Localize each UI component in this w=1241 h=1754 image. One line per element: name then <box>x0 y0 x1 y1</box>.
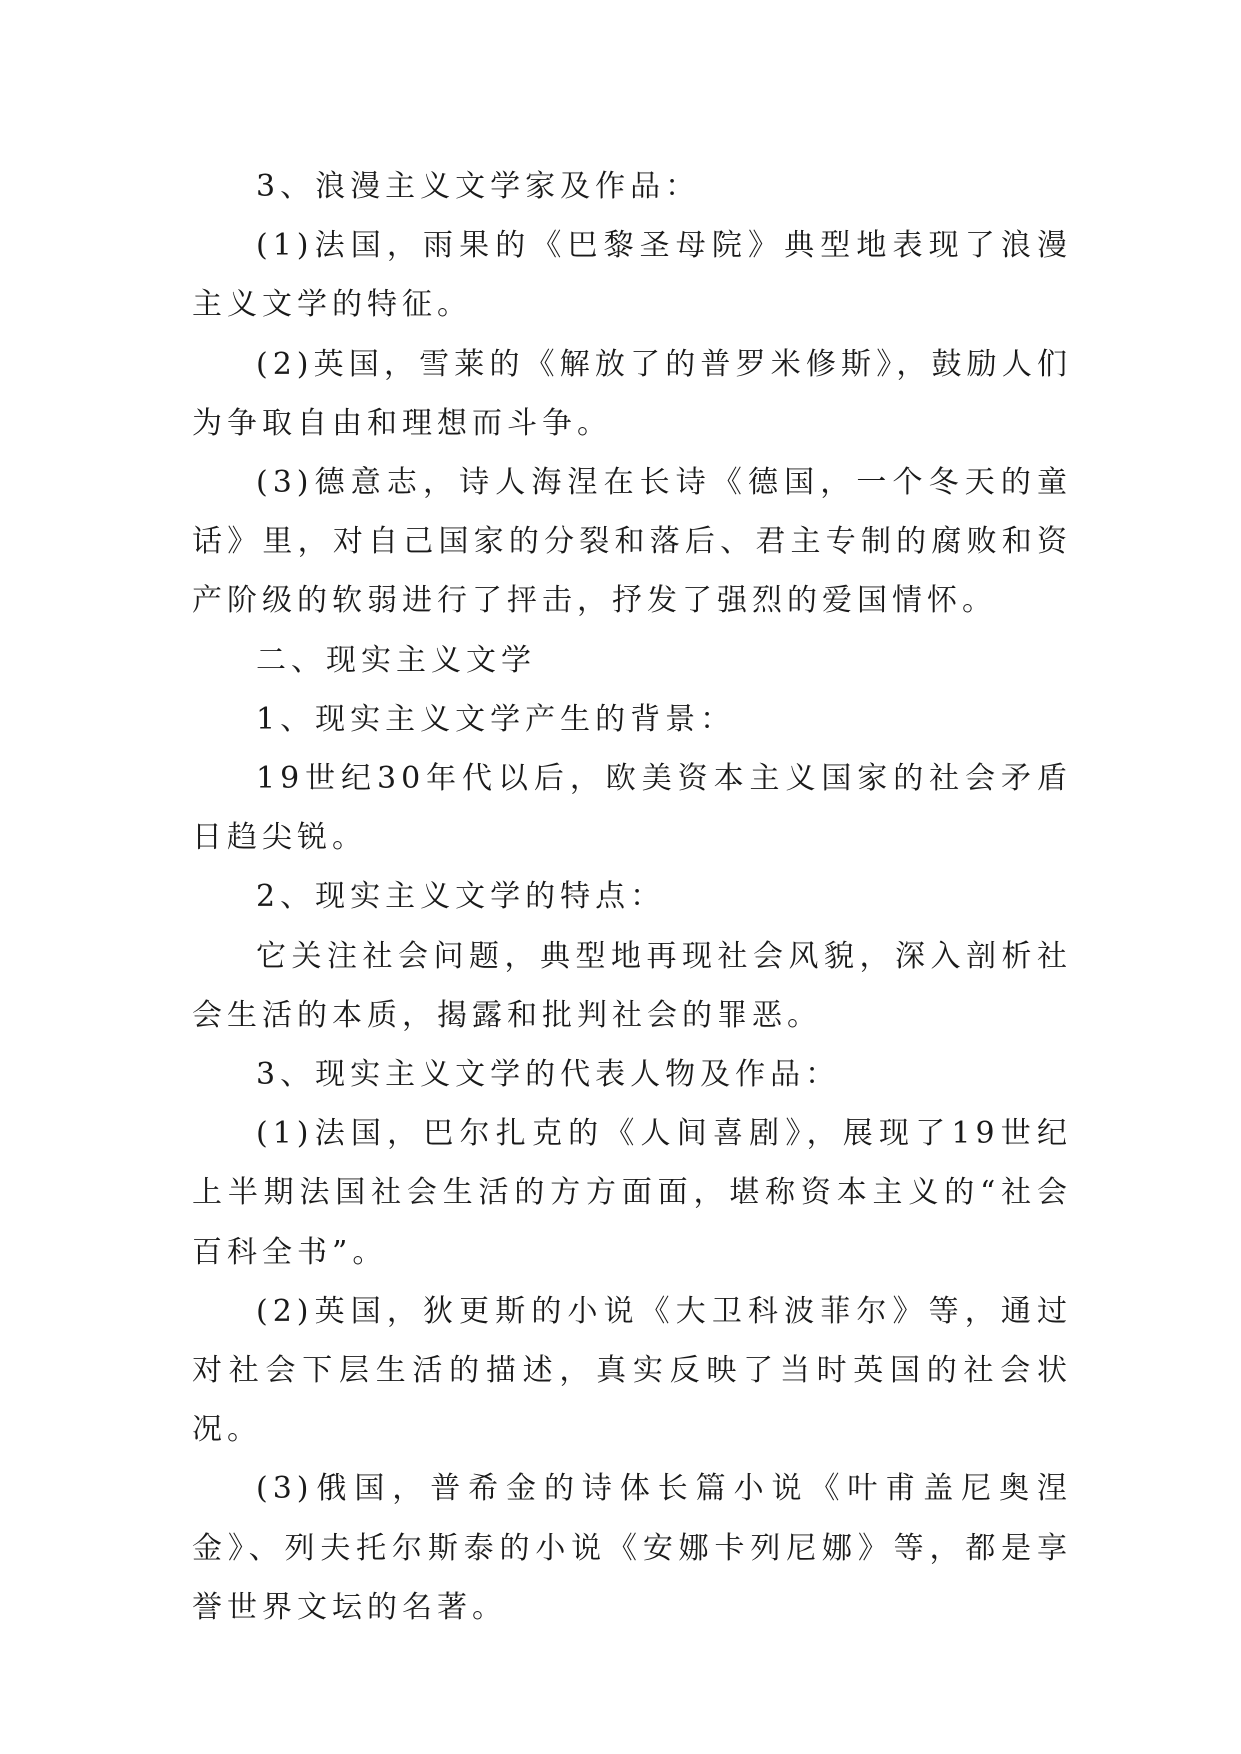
paragraph-france-hugo: (1)法国，雨果的《巴黎圣母院》典型地表现了浪漫主义文学的特征。 <box>192 228 1072 323</box>
paragraph-realism-features-heading: 2、现实主义文学的特点： <box>256 879 666 915</box>
paragraph-england-dickens: (2)英国，狄更斯的小说《大卫科波菲尔》等，通过对社会下层生活的描述，真实反映了当时英国的社会状况。 <box>192 1293 1072 1448</box>
paragraph-realism-background-heading: 1、现实主义文学产生的背景： <box>256 701 736 737</box>
paragraph-romanticism-heading: 3、浪漫主义文学家及作品： <box>256 169 701 204</box>
paragraph-germany-heine: (3)德意志，诗人海涅在长诗《德国，一个冬天的童话》里，对自己国家的分裂和落后、君主专制的腐败和资产阶级的软弱进行了抨击，抒发了强烈的爱国情怀。 <box>192 465 1072 619</box>
paragraph-realism-background: 19世纪30年代以后，欧美资本主义国家的社会矛盾日趋尖锐。 <box>192 761 1072 856</box>
document-body <box>192 157 1072 1637</box>
paragraph-england-shelley: (2)英国，雪莱的《解放了的普罗米修斯》，鼓励人们为争取自由和理想而斗争。 <box>192 346 1072 441</box>
paragraph-russia-pushkin-tolstoy: (3)俄国，普希金的诗体长篇小说《叶甫盖尼奥涅金》、列夫托尔斯泰的小说《安娜卡列尼娜》等，都是享誉世界文坛的名著。 <box>192 1471 1072 1625</box>
section-heading-realism: 二、现实主义文学 <box>256 642 536 678</box>
paragraph-realism-works-heading: 3、现实主义文学的代表人物及作品： <box>256 1057 841 1093</box>
paragraph-france-balzac: (1)法国，巴尔扎克的《人间喜剧》，展现了19世纪上半期法国社会生活的方方面面，堪称资本主义的“社会百科全书”。 <box>192 1116 1072 1270</box>
paragraph-realism-features: 它关注社会问题，典型地再现社会风貌，深入剖析社会生活的本质，揭露和批判社会的罪恶。 <box>192 938 1072 1033</box>
